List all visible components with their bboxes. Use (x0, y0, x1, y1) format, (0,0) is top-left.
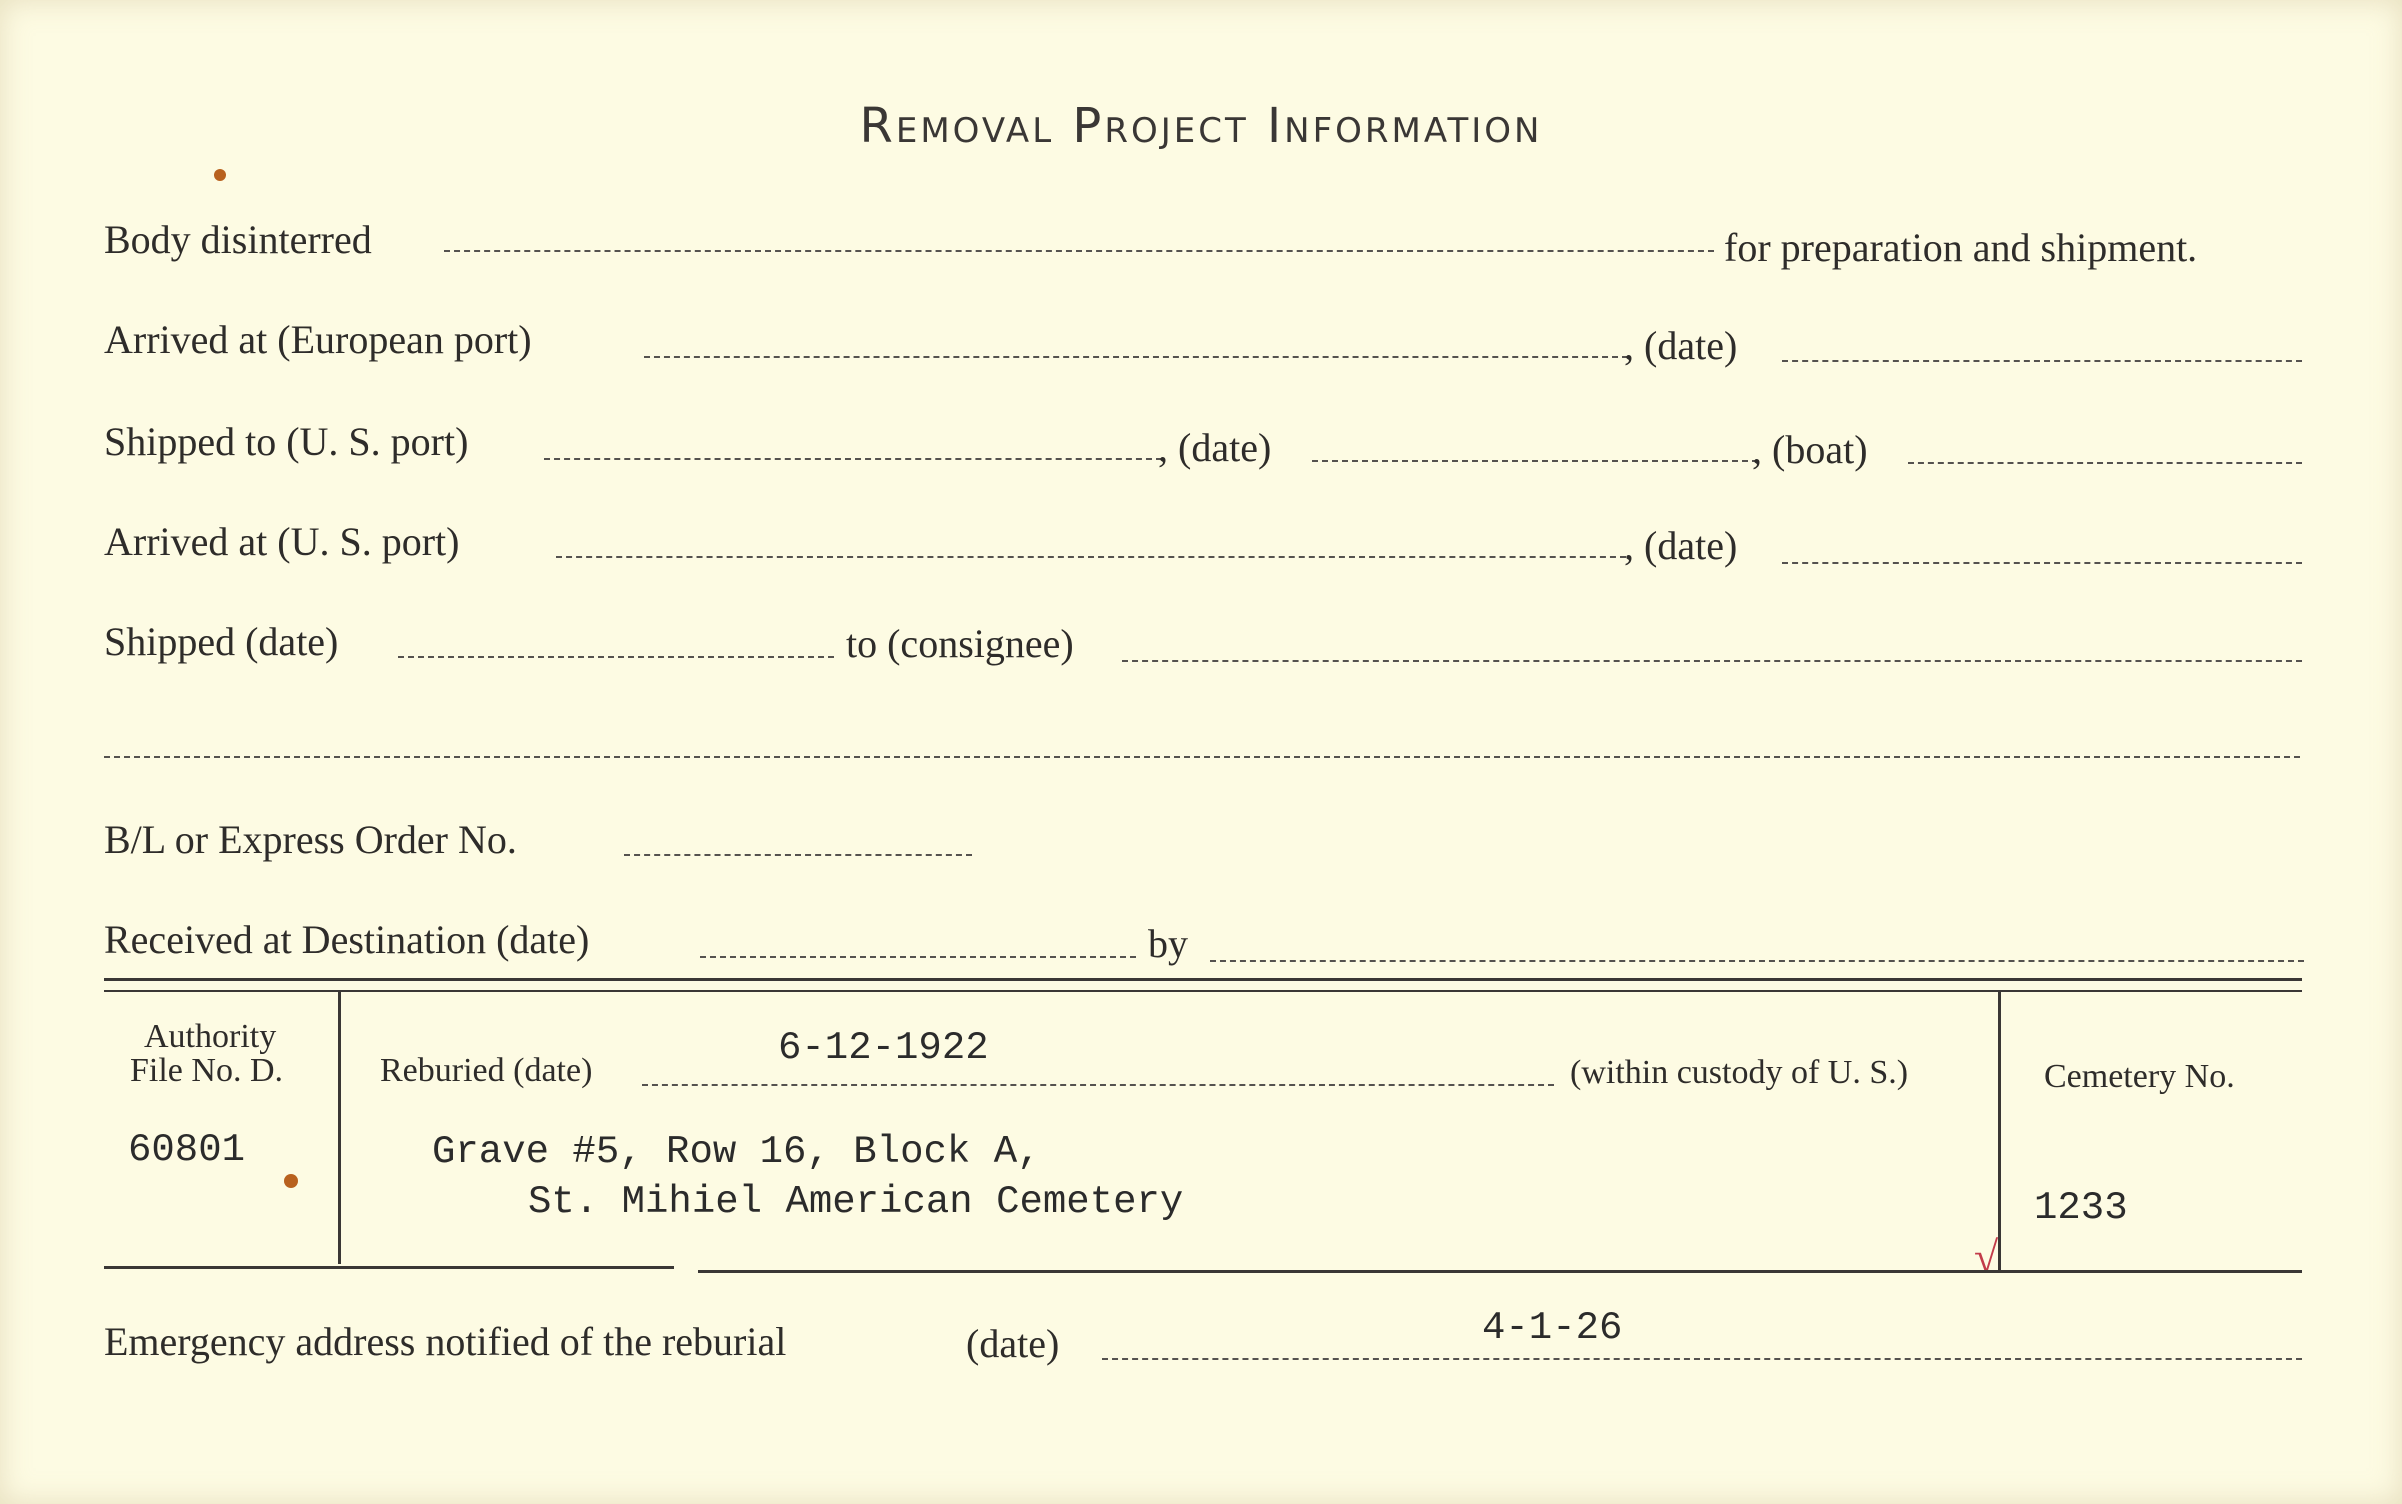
authority-label-line2: File No. D. (130, 1052, 283, 1089)
authority-file-number: 60801 (128, 1128, 246, 1172)
by-label: by (1148, 921, 1188, 966)
consignee-continuation-line (104, 756, 2300, 758)
boat-label: , (boat) (1752, 427, 1868, 472)
arrived-european-date-label: , (date) (1624, 323, 1738, 368)
table-rule-right (698, 1270, 2302, 1273)
received-destination-line (700, 956, 1136, 958)
emergency-date-value: 4-1-26 (1482, 1306, 1623, 1350)
section-rule-top (104, 978, 2302, 981)
cemetery-number-value: 1233 (2034, 1186, 2128, 1230)
arrived-us-line (556, 556, 1626, 558)
authority-divider (338, 992, 341, 1264)
within-custody-label: (within custody of U. S.) (1570, 1054, 1909, 1091)
shipped-to-us-label: Shipped to (U. S. port) (104, 419, 469, 464)
reburied-date-line (642, 1084, 1554, 1086)
reburied-date-value: 6-12-1922 (778, 1026, 989, 1070)
bl-order-label: B/L or Express Order No. (104, 817, 517, 862)
cemetery-divider (1998, 992, 2001, 1270)
emergency-date-line (1102, 1358, 2302, 1360)
ink-stain (214, 169, 226, 181)
shipped-date-label: Shipped (date) (104, 619, 339, 664)
body-disinterred-label: Body disinterred (104, 217, 372, 262)
pencil-check-mark: √ (1974, 1233, 1999, 1282)
shipped-date-line (398, 656, 834, 658)
consignee-line (1122, 660, 2302, 662)
boat-line (1908, 462, 2302, 464)
received-destination-label: Received at Destination (date) (104, 917, 590, 962)
authority-label-line1: Authority (144, 1018, 277, 1055)
ink-stain (284, 1174, 298, 1188)
table-rule-left (104, 1266, 674, 1269)
by-line (1210, 960, 2304, 962)
grave-location-line2: St. Mihiel American Cemetery (528, 1180, 1184, 1224)
shipped-to-us-date-label: , (date) (1158, 425, 1272, 470)
grave-location-line1: Grave #5, Row 16, Block A, (432, 1130, 1041, 1174)
for-preparation-label: for preparation and shipment. (1724, 225, 2198, 270)
arrived-european-date-line (1782, 360, 2302, 362)
section-rule-bottom (104, 990, 2302, 992)
bl-order-line (624, 854, 972, 856)
emergency-address-label: Emergency address notified of the reburial (104, 1319, 787, 1364)
card-title: Removal Project Information (859, 98, 1543, 154)
body-disinterred-line (444, 250, 1714, 252)
to-consignee-label: to (consignee) (846, 621, 1074, 666)
emergency-date-label: (date) (966, 1321, 1060, 1366)
arrived-us-date-line (1782, 562, 2302, 564)
shipped-to-us-line (544, 458, 1162, 460)
arrived-european-line (644, 356, 1628, 358)
arrived-european-label: Arrived at (European port) (104, 317, 532, 362)
arrived-us-label: Arrived at (U. S. port) (104, 519, 460, 564)
arrived-us-date-label: , (date) (1624, 523, 1738, 568)
reburied-date-label: Reburied (date) (380, 1052, 593, 1089)
shipped-to-us-date-line (1312, 460, 1758, 462)
cemetery-number-label: Cemetery No. (2044, 1058, 2235, 1095)
